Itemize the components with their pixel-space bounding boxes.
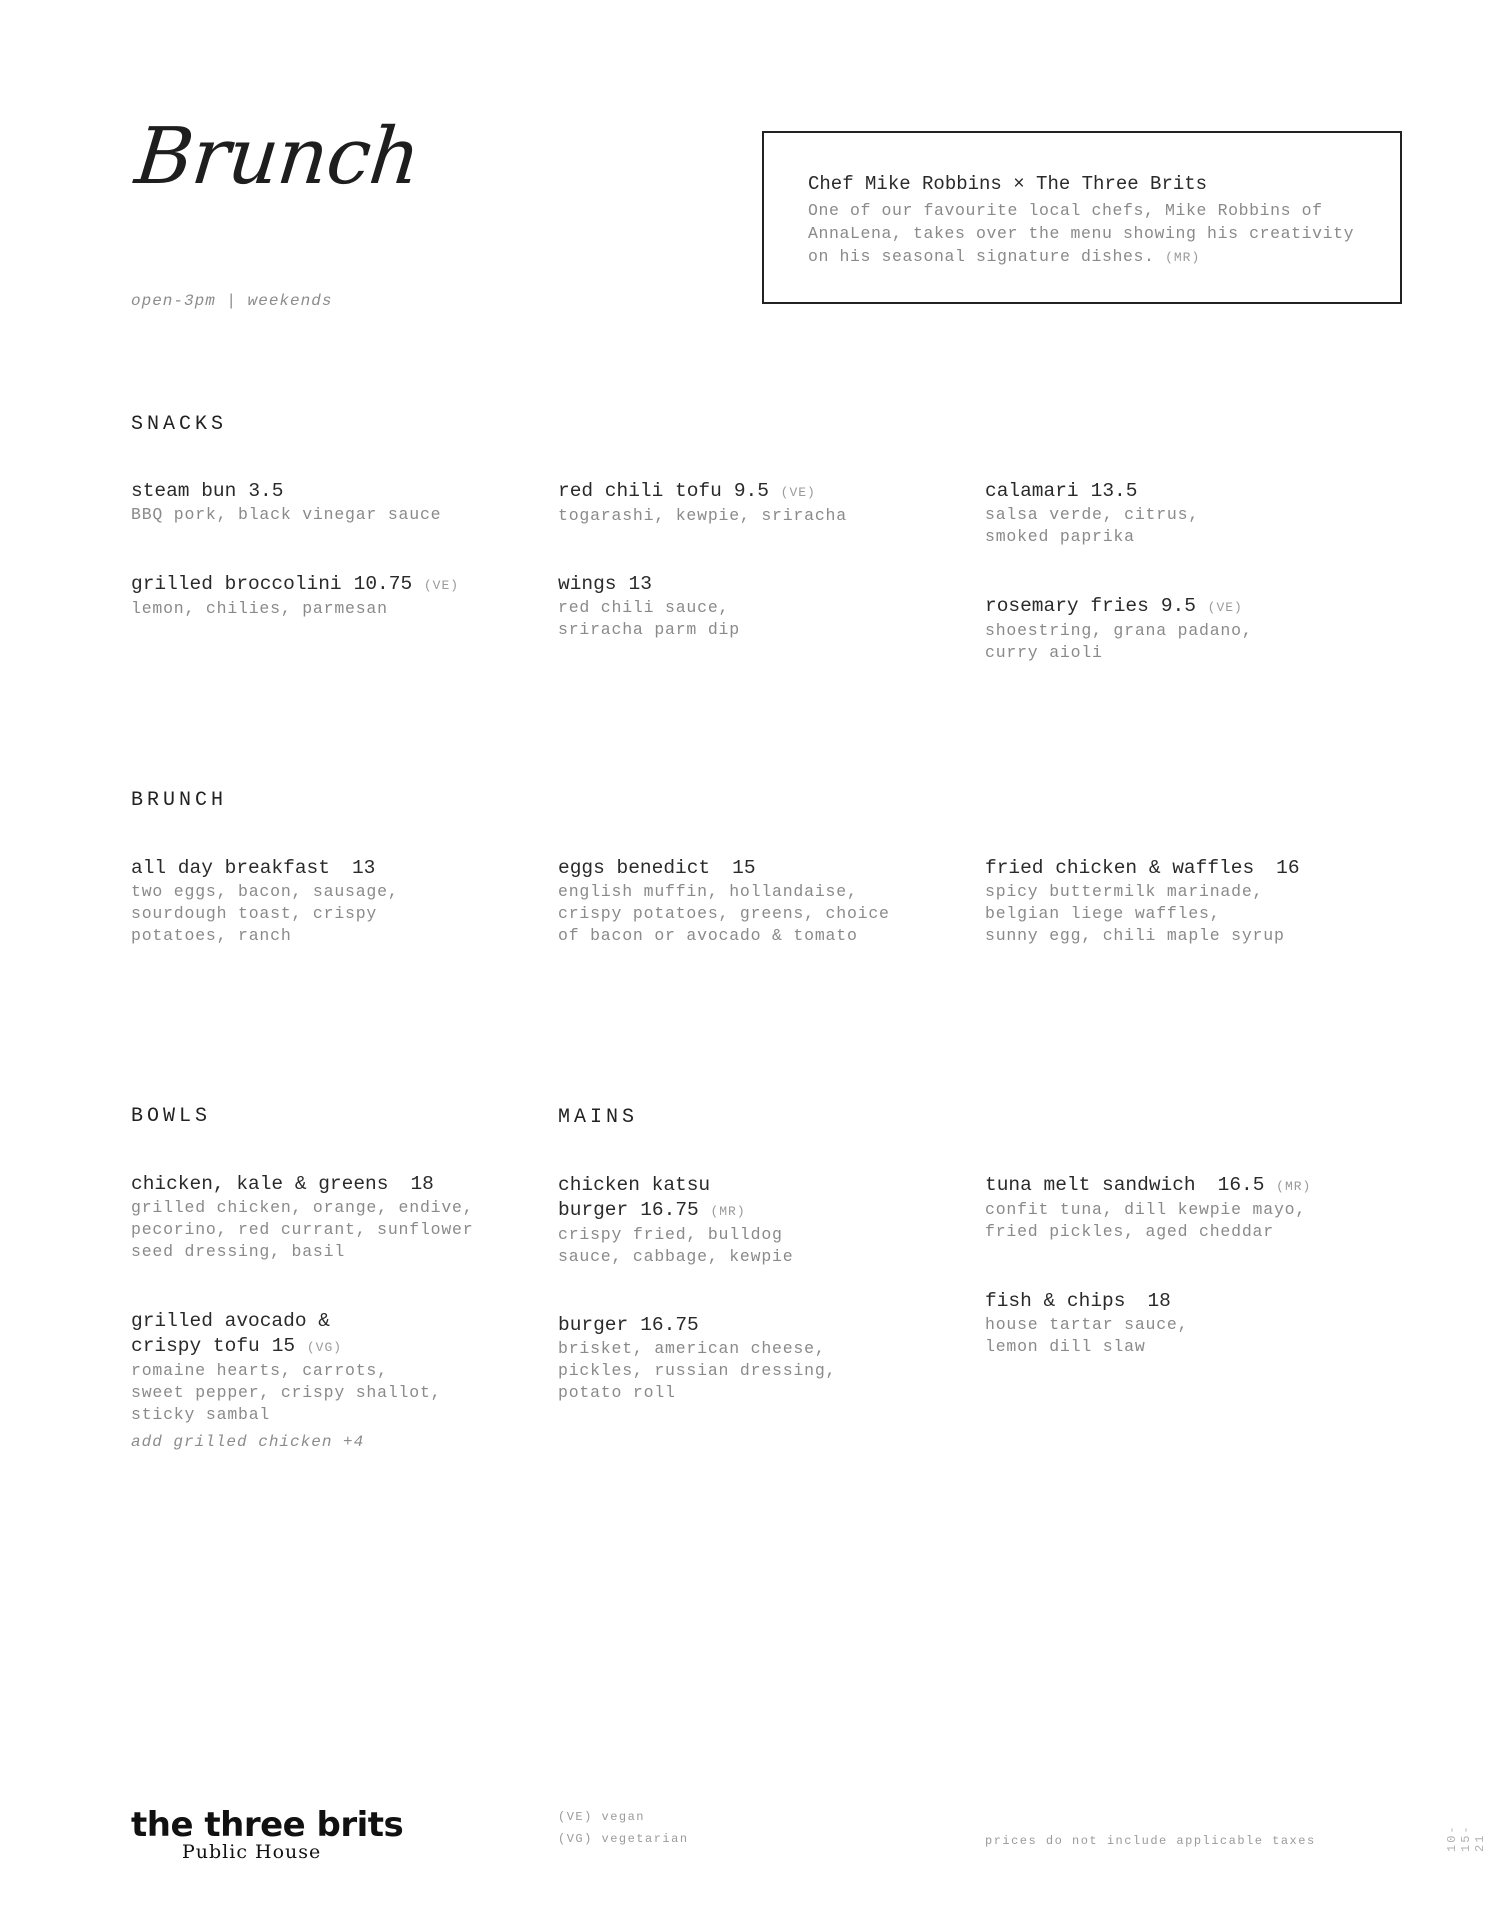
tax-note: prices do not include applicable taxes: [985, 1834, 1316, 1848]
item-tag: (MR): [1276, 1179, 1312, 1194]
legend-vegetarian: (VG) vegetarian: [558, 1832, 689, 1846]
menu-item: [558, 572, 740, 641]
item-description-line: english muffin, hollandaise,: [558, 882, 858, 901]
menu-item: [558, 1313, 836, 1404]
item-price: 10.75: [353, 573, 413, 595]
item-description-line: sriracha parm dip: [558, 620, 740, 639]
item-name: calamari: [985, 480, 1079, 502]
hours-text: open-3pm | weekends: [131, 292, 333, 310]
item-description-line: spicy buttermilk marinade,: [985, 882, 1264, 901]
item-name: all day breakfast: [131, 857, 330, 879]
menu-item: [985, 1289, 1188, 1358]
item-tag: (VE): [780, 485, 816, 500]
item-tag: (MR): [710, 1204, 746, 1219]
item-name-line: chicken katsu: [558, 1174, 711, 1196]
item-name: burger: [558, 1314, 629, 1336]
menu-item: [131, 572, 459, 620]
print-date: 10-15-21: [1445, 1824, 1487, 1852]
item-price: 13: [628, 573, 652, 595]
menu-item: [558, 479, 847, 527]
menu-item: [985, 856, 1300, 947]
item-description: BBQ pork, black vinegar sauce: [131, 505, 442, 524]
item-description-line: sauce, cabbage, kewpie: [558, 1247, 794, 1266]
item-description-line: pickles, russian dressing,: [558, 1361, 837, 1380]
menu-item: [131, 1172, 473, 1263]
chef-feature-box: [762, 131, 1402, 304]
item-price: 16.75: [640, 1199, 699, 1221]
section-title-bowls: BOWLS: [131, 1105, 212, 1128]
brand-logo: the three brits: [131, 1805, 404, 1845]
menu-item: [985, 1173, 1311, 1243]
item-description-line: fried pickles, aged cheddar: [985, 1222, 1274, 1241]
item-description-line: sticky sambal: [131, 1405, 271, 1424]
item-description-line: potato roll: [558, 1383, 676, 1402]
item-name-line: burger: [558, 1199, 629, 1221]
legend-vegan: (VE) vegan: [558, 1810, 646, 1824]
item-price: 13.5: [1090, 480, 1138, 502]
item-name: eggs benedict: [558, 857, 711, 879]
item-description-line: of bacon or avocado & tomato: [558, 926, 858, 945]
item-description-line: two eggs, bacon, sausage,: [131, 882, 399, 901]
chef-feature-body: One of our favourite local chefs, Mike Robbins of AnnaLena, takes over the menu showing his creativity on his seasonal signature dishes. (MR): [808, 201, 1355, 266]
item-price: 18: [410, 1173, 434, 1195]
item-description-line: sunny egg, chili maple syrup: [985, 926, 1285, 945]
menu-item: [131, 1309, 441, 1426]
item-name: fish & chips: [985, 1290, 1126, 1312]
item-description-line: salsa verde, citrus,: [985, 505, 1200, 524]
item-description-line: crispy potatoes, greens, choice: [558, 904, 890, 923]
item-name: rosemary fries: [985, 595, 1149, 617]
mr-tag: (MR): [1165, 250, 1201, 265]
item-description-line: sweet pepper, crispy shallot,: [131, 1383, 442, 1402]
item-description-line: seed dressing, basil: [131, 1242, 346, 1261]
item-description-line: crispy fried, bulldog: [558, 1225, 783, 1244]
section-title-snacks: SNACKS: [131, 413, 228, 436]
item-description-line: belgian liege waffles,: [985, 904, 1221, 923]
item-description-line: grilled chicken, orange, endive,: [131, 1198, 474, 1217]
item-price: 9.5: [1160, 595, 1196, 617]
item-description-line: red chili sauce,: [558, 598, 730, 617]
item-price: 18: [1147, 1290, 1171, 1312]
menu-item: [985, 594, 1253, 664]
item-description: lemon, chilies, parmesan: [131, 599, 388, 618]
item-name-line: crispy tofu: [131, 1335, 260, 1357]
item-tag: (VG): [306, 1340, 343, 1355]
item-price: 3.5: [248, 480, 284, 502]
menu-item: [558, 856, 890, 947]
menu-item: [131, 856, 399, 947]
page-title: Brunch: [131, 112, 424, 202]
item-description-line: sourdough toast, crispy: [131, 904, 378, 923]
item-description: togarashi, kewpie, sriracha: [558, 506, 847, 525]
item-name: fried chicken & waffles: [985, 857, 1255, 879]
chef-feature-title: Chef Mike Robbins × The Three Brits: [808, 173, 1208, 195]
item-description-line: smoked paprika: [985, 527, 1135, 546]
item-name: steam bun: [131, 480, 237, 502]
item-description-line: house tartar sauce,: [985, 1315, 1189, 1334]
item-description-line: confit tuna, dill kewpie mayo,: [985, 1200, 1307, 1219]
item-price: 16.75: [640, 1314, 699, 1336]
item-tag: (VE): [423, 578, 460, 593]
item-name: chicken, kale & greens: [131, 1173, 389, 1195]
item-name: tuna melt sandwich: [985, 1174, 1196, 1196]
item-price: 15: [732, 857, 756, 879]
item-price: 13: [351, 857, 376, 879]
add-on-note: add grilled chicken +4: [131, 1433, 365, 1451]
item-price: 16.5: [1217, 1174, 1265, 1196]
menu-item: [558, 1173, 793, 1268]
item-price: 9.5: [733, 480, 769, 502]
section-title-brunch: BRUNCH: [131, 789, 228, 812]
item-description-line: potatoes, ranch: [131, 926, 292, 945]
item-name: grilled broccolini: [131, 573, 342, 595]
item-tag: (VE): [1207, 600, 1243, 615]
item-description-line: pecorino, red currant, sunflower: [131, 1220, 474, 1239]
item-price: 16: [1276, 857, 1300, 879]
item-description-line: shoestring, grana padano,: [985, 621, 1253, 640]
item-name-line: grilled avocado &: [131, 1310, 330, 1332]
item-description-line: lemon dill slaw: [985, 1337, 1146, 1356]
item-description-line: curry aioli: [985, 643, 1103, 662]
item-name: wings: [558, 573, 617, 595]
menu-item: [985, 479, 1199, 548]
item-description-line: brisket, american cheese,: [558, 1339, 826, 1358]
brand-subtitle: Public House: [182, 1841, 322, 1863]
menu-item: [131, 479, 441, 526]
section-title-mains: MAINS: [558, 1106, 639, 1129]
item-price: 15: [271, 1335, 296, 1357]
item-description-line: romaine hearts, carrots,: [131, 1361, 388, 1380]
item-name: red chili tofu: [558, 480, 722, 502]
